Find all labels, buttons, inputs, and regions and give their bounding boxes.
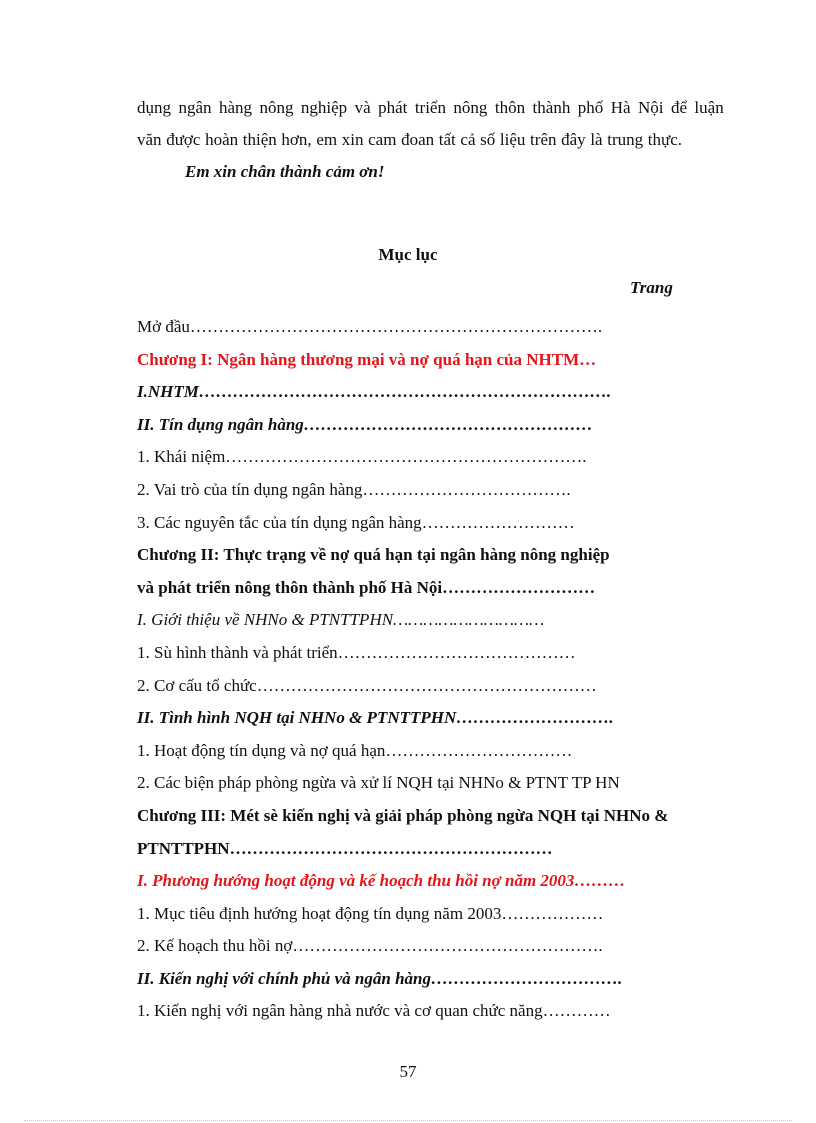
table-of-contents [137, 311, 757, 1028]
toc-entry[interactable]: PTNTTPHN………………………………………………… [137, 838, 553, 858]
toc-title: Mục lục [378, 245, 438, 264]
page-bottom-border [24, 1120, 792, 1121]
intro-line-1: dụng ngân hàng nông nghiệp và phát triển nông thôn thành phố Hà Nội để luận [137, 98, 724, 117]
toc-entry[interactable]: Chương III: Mét sè kiến nghị và giải pháp phòng ngừa NQH tại NHNo & [137, 805, 669, 825]
toc-entry[interactable]: 1. Kiến nghị với ngân hàng nhà nước và cơ quan chức năng………… [137, 1001, 611, 1021]
toc-entry[interactable]: II. Tình hình NQH tại NHNo & PTNTTPHN………………………. [137, 708, 614, 728]
toc-entry[interactable]: 2. Cơ cấu tổ chức…………………………………………………… [137, 675, 597, 695]
intro-line-2: văn được hoàn thiện hơn, em xin cam đoan tất cả số liệu trên đây là trung thực. [137, 130, 683, 149]
page-number: 57 [399, 1062, 417, 1081]
toc-entry[interactable]: 1. Mục tiêu định hướng hoạt động tín dụng năm 2003……………… [137, 903, 604, 923]
toc-entry[interactable]: II. Tín dụng ngân hàng…………………………………………… [137, 414, 593, 434]
toc-entry[interactable]: 3. Các nguyên tắc của tín dụng ngân hàng……………………… [137, 512, 575, 532]
toc-entry[interactable]: I.NHTM………………………………………………………………. [137, 382, 612, 402]
toc-entry[interactable]: 1. Khái niệm………………………………………………………. [137, 447, 587, 467]
toc-entry[interactable]: I. Phương hướng hoạt động và kế hoạch thu hồi nợ năm 2003……… [137, 871, 626, 891]
toc-page-label: Trang [630, 278, 673, 297]
toc-entry[interactable]: 2. Vai trò của tín dụng ngân hàng………………………………. [137, 479, 571, 499]
toc-entry[interactable]: Chương I: Ngân hàng thương mại và nợ quá hạn của NHTM… [137, 349, 597, 369]
toc-entry[interactable]: I. Giới thiệu về NHNo & PTNTTPHN………………………… [137, 610, 545, 630]
toc-entry[interactable]: Chương II: Thực trạng về nợ quá hạn tại ngân hàng nông nghiệp [137, 545, 610, 565]
toc-entry[interactable]: 2. Các biện pháp phòng ngừa và xử lí NQH tại NHNo & PTNT TP HN [137, 773, 620, 793]
toc-entry[interactable]: và phát triển nông thôn thành phố Hà Nội……………………… [137, 577, 596, 597]
toc-entry[interactable]: II. Kiến nghị với chính phủ và ngân hàng……………………………. [137, 968, 623, 988]
toc-entry[interactable]: 1. Sù hình thành và phát triển…………………………………… [137, 642, 576, 662]
toc-entry[interactable]: 1. Hoạt động tín dụng và nợ quá hạn…………………………… [137, 740, 573, 760]
toc-entry[interactable]: 2. Kế hoạch thu hồi nợ………………………………………………. [137, 936, 603, 956]
thanks-line: Em xin chân thành cảm ơn! [185, 162, 385, 181]
toc-entry[interactable]: Mở đầu………………………………………………………………. [137, 317, 603, 336]
